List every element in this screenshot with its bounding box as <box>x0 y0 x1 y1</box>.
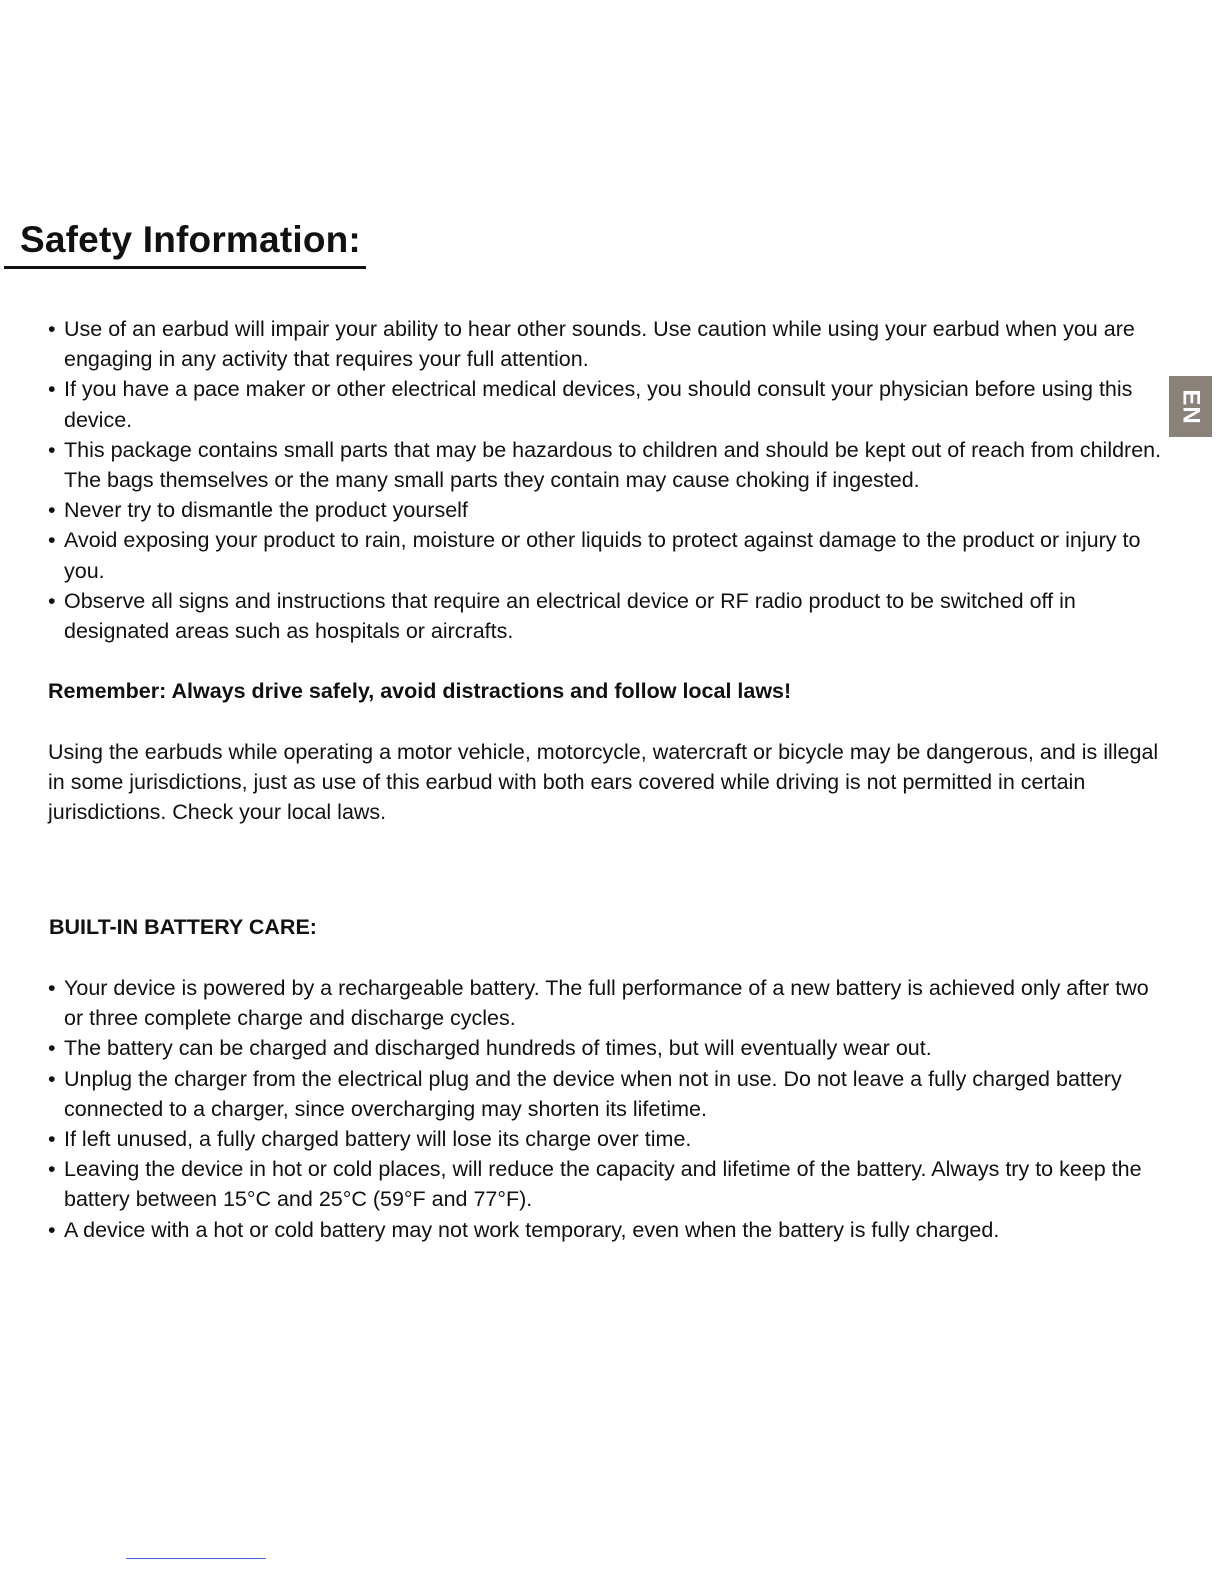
language-tab-label: EN <box>1177 388 1205 425</box>
footer-rule <box>126 1558 266 1559</box>
list-item: • This package contains small parts that may be hazardous to children and should be kept out of reach from children. The bags themselves or the many small parts they contain may cause choking if ingested. <box>48 435 1162 495</box>
list-item: • Leaving the device in hot or cold places, will reduce the capacity and lifetime of the battery. Always try to keep the battery between 15°C and 25°C (59°F and 77°F). <box>48 1154 1162 1214</box>
language-tab <box>1169 376 1212 437</box>
list-item: • The battery can be charged and discharged hundreds of times, but will eventually wear out. <box>48 1033 1162 1063</box>
list-item: • A device with a hot or cold battery may not work temporary, even when the battery is fully charged. <box>48 1215 1162 1245</box>
driving-reminder: Remember: Always drive safely, avoid distractions and follow local laws! <box>48 679 792 703</box>
title-underline <box>4 218 366 269</box>
list-item: • Unplug the charger from the electrical plug and the device when not in use. Do not leave a fully charged battery connected to a charger, since overcharging may shorten its lifetime. <box>48 1064 1162 1124</box>
safety-bullet-list <box>48 314 1162 646</box>
list-item: • If you have a pace maker or other electrical medical devices, you should consult your physician before using this device. <box>48 374 1162 434</box>
battery-section-heading: BUILT-IN BATTERY CARE: <box>49 915 317 939</box>
driving-paragraph: Using the earbuds while operating a motor vehicle, motorcycle, watercraft or bicycle may be dangerous, and is illegal in some jurisdictions, just as use of this earbud with both ears covered while driving is not permitted in certain jurisdictions. Check your local laws. <box>48 740 1159 825</box>
list-item: • Your device is powered by a rechargeable battery. The full performance of a new battery is achieved only after two or three complete charge and discharge cycles. <box>48 973 1162 1033</box>
list-item: • Observe all signs and instructions that require an electrical device or RF radio product to be switched off in designated areas such as hospitals or aircrafts. <box>48 586 1162 646</box>
page-title: Safety Information: <box>20 219 361 260</box>
list-item: • Never try to dismantle the product yourself <box>48 495 1162 525</box>
battery-bullet-list <box>48 973 1162 1245</box>
list-item: • If left unused, a fully charged battery will lose its charge over time. <box>48 1124 1162 1154</box>
list-item: • Avoid exposing your product to rain, moisture or other liquids to protect against damage to the product or injury to you. <box>48 525 1162 585</box>
list-item: • Use of an earbud will impair your ability to hear other sounds. Use caution while using your earbud when you are engaging in any activity that requires your full attention. <box>48 314 1162 374</box>
